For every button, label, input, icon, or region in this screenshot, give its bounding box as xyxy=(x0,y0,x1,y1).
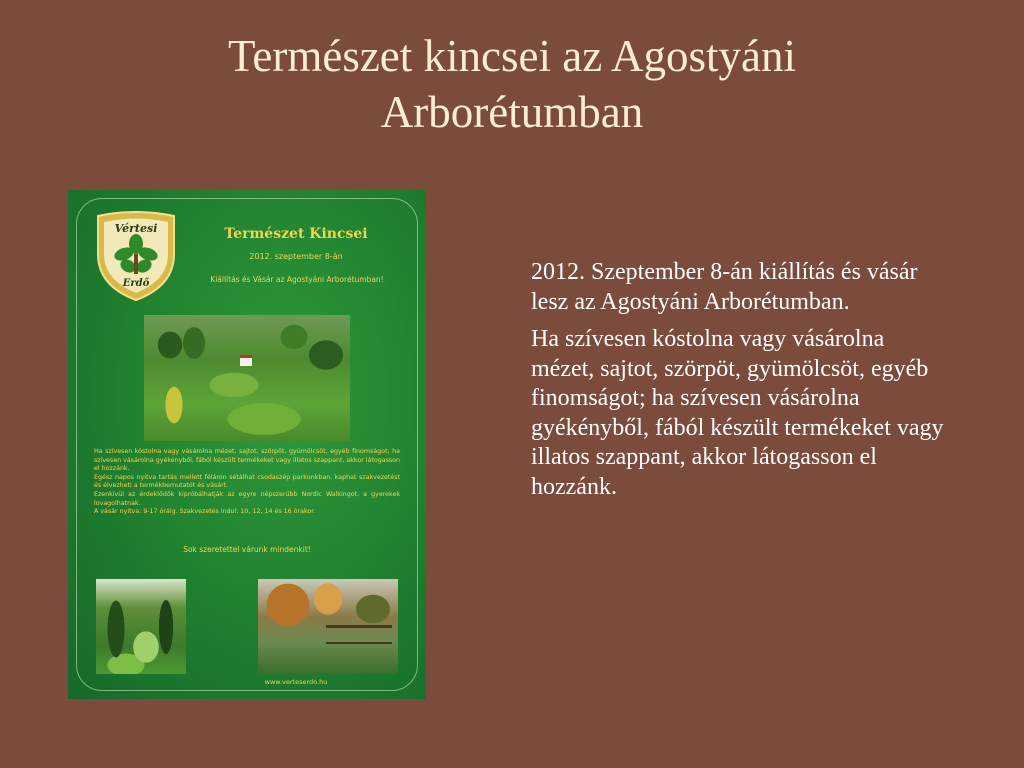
pond-bridge-photo xyxy=(258,579,398,674)
poster-body-paragraph: Ezenkívül az érdeklődők kipróbálhatják az egyre népszerűbb Nordic Walkingot, a gyerekek lovagolhatnak. xyxy=(94,490,400,507)
garden-trees-photo xyxy=(96,579,186,674)
slide-title xyxy=(0,28,1024,140)
poster-title: Természet Kincsei xyxy=(224,226,368,242)
poster-body-paragraph: Egész napos nyitva tartás mellett féláron sétálhat csodaszép parkunkban, kaphat szakvezetést és élvezheti a termékbemutatót és vásárt. xyxy=(94,473,400,490)
logo-text-bottom: Erdő xyxy=(122,278,150,289)
poster-date: 2012. szeptember 8-án xyxy=(249,252,343,261)
body-paragraph-2: Ha szívesen kóstolna vagy vásárolna mézet, sajtot, szörpöt, gyümölcsöt, egyéb finomságot; ha szívesen vásárolna gyékényből, fából készült termékeket vagy illatos szappant, akkor látogasson el hozzánk. xyxy=(531,326,944,500)
house-shape xyxy=(240,355,252,366)
slide-body-text xyxy=(531,258,951,510)
slide-title-line-1: Természet kincsei az Agostyáni xyxy=(228,31,796,81)
poster-subtitle: Kiállítás és Vásár az Agostyáni Arborétumban! xyxy=(210,275,384,284)
slide-title-line-2: Arborétumban xyxy=(380,87,644,137)
vertesi-erdo-logo xyxy=(94,210,178,302)
poster-body-paragraph: Ha szívesen kóstolna vagy vásárolna mézet, sajtot, szörpöt, gyümölcsöt, egyéb finomságot; ha szívesen vásárolna gyékényből, fából készült termékeket vagy illatos szappant, akkor látogasson el hozzánk. xyxy=(94,448,400,473)
body-paragraph-1: 2012. Szeptember 8-án kiállítás és vásár lesz az Agostyáni Arborétumban. xyxy=(531,259,918,315)
poster-website: www.verteserdo.hu xyxy=(264,678,328,686)
bridge-shape xyxy=(326,625,392,644)
arboretum-aerial-photo xyxy=(144,315,350,441)
poster-closing: Sok szeretettel várunk mindenkit! xyxy=(183,545,311,554)
logo-text-top: Vértesi xyxy=(114,222,158,235)
event-poster-image xyxy=(68,190,426,699)
poster-body-paragraph: A vásár nyitva: 9-17 óráig. Szakvezetés indul: 10, 12, 14 és 16 órakor. xyxy=(94,508,316,516)
poster-body xyxy=(94,448,400,517)
